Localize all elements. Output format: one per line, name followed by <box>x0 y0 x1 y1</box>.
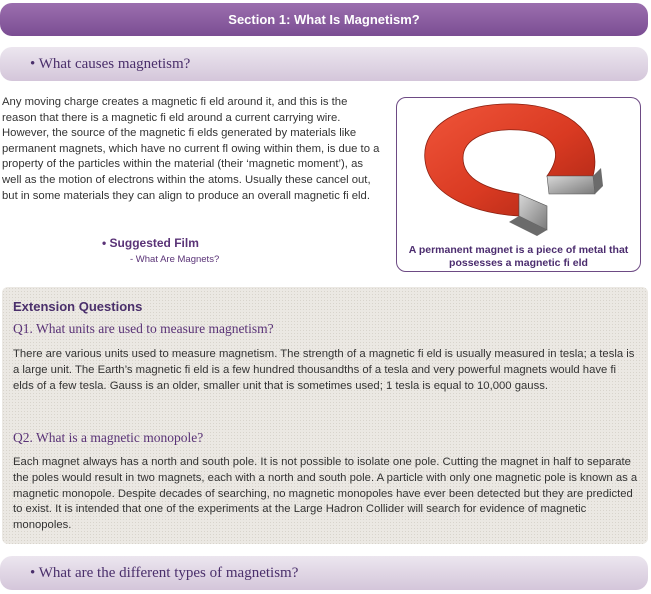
answer-2: Each magnet always has a north and south pole. It is not possible to isolate one pole. Cutting the magnet in half to separate the poles would result in two magnets, each with a north and south pole. A particle with only one magnetic pole is known as a magnetic monopole. Despite decades of searching, no magnetic monopoles have ever been detected but they are predicted to exist. It is intended that one of the experiments at the Large Hadron Collider will search for evidence of magnetic monopoles. <box>13 456 638 532</box>
topic-heading-label: • What causes magnetism? <box>30 56 191 72</box>
topic-heading-types <box>0 556 648 590</box>
section-title: Section 1: What Is Magnetism? <box>228 12 420 27</box>
magnet-pole-right <box>547 176 595 194</box>
extension-questions-panel <box>2 287 648 544</box>
topic-heading-causes <box>0 47 648 81</box>
suggested-film-heading: • Suggested Film <box>102 236 199 250</box>
answer-1: There are various units used to measure magnetism. The strength of a magnetic fi eld is usually measured in tesla; a tesla is a large unit. The Earth’s magnetic fi eld is a few hundred thousandths of a tesla and very powerful magnets would have fi elds of a few tesla. Gauss is an older, smaller unit that is sometimes used; 1 tesla is equal to 10,000 gauss. <box>13 348 635 392</box>
suggested-film-link[interactable]: - What Are Magnets? <box>130 254 220 265</box>
intro-paragraph: Any moving charge creates a magnetic fi eld around it, and this is the reason that there is a magnetic fi eld around a current carrying wire. However, the source of the magnetic fi elds generated by materials like permanent magnets, which have no current fl owing within them, is due to a property of the particles within the material (their ‘magnetic moment’), as well as the motion of electrons within the atoms. Usually these cancel out, but in some materials they can align to produce an overall magnetic fi eld. <box>2 96 380 202</box>
question-1: Q1. What units are used to measure magnetism? <box>13 321 274 336</box>
magnet-figure <box>396 97 641 272</box>
figure-caption: A permanent magnet is a piece of metal that possesses a magnetic fi eld <box>408 244 629 269</box>
question-2: Q2. What is a magnetic monopole? <box>13 430 204 445</box>
topic-heading-label: • What are the different types of magnetism? <box>30 565 299 581</box>
extension-title: Extension Questions <box>13 299 143 314</box>
magnet-body <box>425 104 595 216</box>
section-title-banner <box>0 3 648 36</box>
horseshoe-magnet-image <box>397 98 641 248</box>
